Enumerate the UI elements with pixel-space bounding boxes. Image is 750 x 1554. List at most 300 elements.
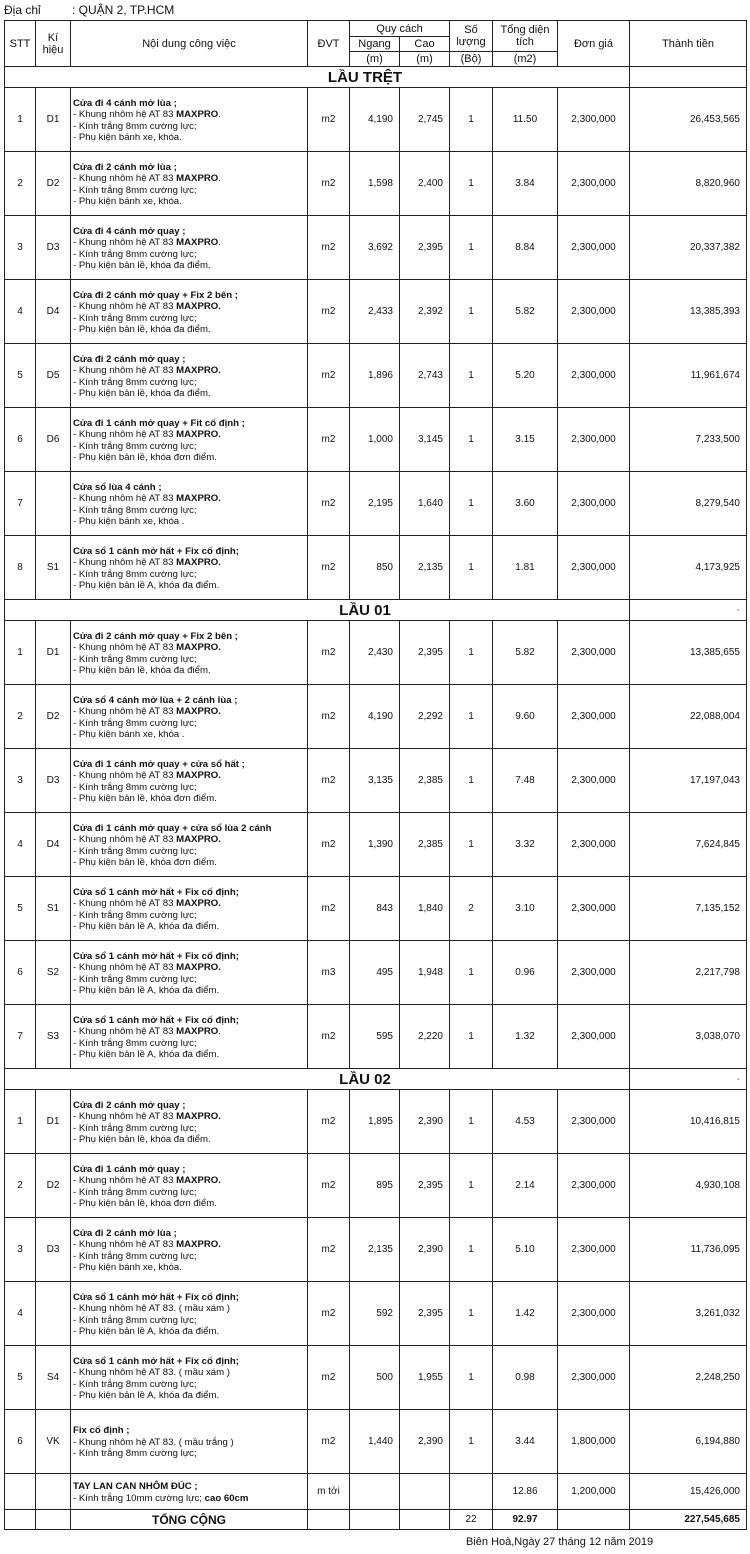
row-line-hardware: - Phụ kiện bản lề, khóa đa điểm. (73, 324, 211, 335)
table-row (5, 1218, 747, 1282)
row-cao: 2,743 (400, 344, 450, 408)
row-dvt: m2 (308, 1282, 350, 1346)
section-row (5, 1069, 747, 1090)
row-stt: 3 (5, 1218, 36, 1282)
description-line (73, 1356, 305, 1368)
row-cao: 2,395 (400, 1282, 450, 1346)
row-description (71, 1474, 308, 1510)
row-title: Cửa đi 2 cánh mở lùa ; (73, 1227, 177, 1239)
row-dvt: m2 (308, 1090, 350, 1154)
total-empty (350, 1510, 400, 1530)
row-title: Cửa sổ 1 cánh mở hất + Fix cố định; (73, 1014, 239, 1026)
row-don-gia: 2,300,000 (558, 216, 630, 280)
row-cao: 2,385 (400, 749, 450, 813)
section-row (5, 67, 747, 88)
row-so-luong: 2 (450, 877, 493, 941)
description-line (73, 1015, 305, 1027)
description-line (73, 1038, 305, 1050)
description-line (73, 921, 305, 933)
row-description (71, 621, 308, 685)
row-line-glass: - Kính trắng 8mm cường lực; (73, 1037, 197, 1049)
row-title: Cửa sổ 1 cánh mở hất + Fix cố định; (73, 886, 239, 898)
table-row (5, 1346, 747, 1410)
row-line-frame-brand: MAXPRO. (176, 301, 221, 312)
description-line (73, 546, 305, 558)
row-dien-tich: 5.20 (493, 344, 558, 408)
header-unit-dien-tich: (m2) (493, 52, 558, 67)
row-cao: 1,955 (400, 1346, 450, 1410)
description-line (73, 857, 305, 869)
header-quy-cach: Quy cách (350, 21, 450, 37)
description-line (73, 482, 305, 494)
row-stt: 2 (5, 152, 36, 216)
row-line-glass: - Kính trắng 8mm cường lực; (73, 120, 197, 132)
row-line-frame-brand: MAXPRO. (176, 429, 221, 440)
row-description (71, 1346, 308, 1410)
row-description (71, 749, 308, 813)
table-row (5, 216, 747, 280)
row-line-frame-end: . (218, 237, 221, 248)
row-stt: 3 (5, 749, 36, 813)
row-line-frame: - Khung nhôm hệ AT 83 (73, 237, 177, 248)
row-line-frame-brand: MAXPRO. (176, 1175, 221, 1186)
address-line (0, 0, 750, 20)
description-line (73, 1493, 305, 1505)
total-dien-tich: 92.97 (493, 1510, 558, 1530)
description-line (73, 1111, 305, 1123)
row-cao: 3,145 (400, 408, 450, 472)
description-line (73, 1251, 305, 1263)
row-thanh-tien: 2,248,250 (630, 1346, 747, 1410)
row-thanh-tien: 6,194,880 (630, 1410, 747, 1474)
row-don-gia: 2,300,000 (558, 344, 630, 408)
row-line-glass: - Kính trắng 8mm cường lực; (73, 717, 197, 729)
description-line (73, 109, 305, 121)
row-line-hardware: - Phụ kiện bản lề, khóa đơn điểm. (73, 452, 217, 463)
description-line (73, 1100, 305, 1112)
row-dien-tich: 5.10 (493, 1218, 558, 1282)
row-line-frame-brand: MAXPRO. (176, 493, 221, 504)
header-unit-ngang: (m) (350, 52, 400, 67)
row-description (71, 877, 308, 941)
row-title: Cửa đi 2 cánh mở quay + Fix 2 bên ; (73, 630, 238, 642)
row-don-gia: 2,300,000 (558, 536, 630, 600)
address-value: : QUẬN 2, TP.HCM (72, 3, 175, 17)
row-cao: 1,640 (400, 472, 450, 536)
row-don-gia: 2,300,000 (558, 88, 630, 152)
table-row (5, 941, 747, 1005)
description-line (73, 1448, 305, 1460)
description-line (73, 226, 305, 238)
row-line-glass: - Kính trắng 8mm cường lực; (73, 1448, 197, 1460)
row-line-frame: - Khung nhôm hệ AT 83. ( mầu xám ) (73, 1367, 230, 1378)
row-so-luong: 1 (450, 88, 493, 152)
header-don-gia: Đơn giá (558, 21, 630, 67)
row-dvt: m2 (308, 621, 350, 685)
description-line (73, 1123, 305, 1135)
description-line (73, 1326, 305, 1338)
row-description (71, 941, 308, 1005)
row-don-gia: 2,300,000 (558, 152, 630, 216)
row-dvt: m2 (308, 216, 350, 280)
row-cao (400, 1474, 450, 1510)
row-so-luong: 1 (450, 1282, 493, 1346)
row-line-frame: - Khung nhôm hệ AT 83 (73, 706, 177, 717)
row-dien-tich: 1.81 (493, 536, 558, 600)
table-row (5, 472, 747, 536)
address-label: Địa chỉ (4, 3, 41, 17)
row-line-hardware: - Phụ kiện bản lề A, khóa đa điểm. (73, 1390, 220, 1401)
row-dvt: m2 (308, 472, 350, 536)
row-title: Cửa sổ 1 cánh mở hất + Fix cố định; (73, 1291, 239, 1303)
row-ki-hieu: VK (36, 1410, 71, 1474)
row-stt: 6 (5, 408, 36, 472)
description-line (73, 290, 305, 302)
row-cao: 1,948 (400, 941, 450, 1005)
row-line-frame-brand: MAXPRO. (176, 557, 221, 568)
row-line-hardware: - Phụ kiện bánh xe, khóa. (73, 196, 182, 207)
description-line (73, 418, 305, 430)
description-line (73, 718, 305, 730)
row-dien-tich: 11.50 (493, 88, 558, 152)
row-dien-tich: 7.48 (493, 749, 558, 813)
row-line-frame: - Khung nhôm hệ AT 83. ( mầu trắng ) (73, 1436, 234, 1448)
row-stt: 4 (5, 1282, 36, 1346)
row-ki-hieu: S1 (36, 877, 71, 941)
row-don-gia: 2,300,000 (558, 1090, 630, 1154)
row-line-glass: - Kính trắng 8mm cường lực; (73, 1186, 197, 1198)
row-thanh-tien: 13,385,655 (630, 621, 747, 685)
row-thanh-tien: 7,624,845 (630, 813, 747, 877)
row-line-frame: - Khung nhôm hệ AT 83 (73, 642, 177, 653)
row-line-hardware: - Phụ kiện bản lề, khóa đơn điểm. (73, 793, 217, 804)
row-stt (5, 1474, 36, 1510)
row-stt: 1 (5, 621, 36, 685)
railing-glass-line: - Kính trắng 10mm cường lực; (73, 1492, 205, 1504)
row-don-gia: 2,300,000 (558, 1218, 630, 1282)
row-ngang: 592 (350, 1282, 400, 1346)
row-ki-hieu: D5 (36, 344, 71, 408)
row-line-frame-brand: MAXPRO. (176, 834, 221, 845)
row-line-glass: - Kính trắng 8mm cường lực; (73, 184, 197, 196)
row-ki-hieu: D2 (36, 685, 71, 749)
description-line (73, 173, 305, 185)
row-description (71, 216, 308, 280)
row-dvt: m2 (308, 685, 350, 749)
description-line (73, 557, 305, 569)
description-line (73, 569, 305, 581)
description-line (73, 1228, 305, 1240)
description-line (73, 1367, 305, 1379)
row-ki-hieu: D3 (36, 1218, 71, 1282)
row-cao: 2,395 (400, 1154, 450, 1218)
description-line (73, 985, 305, 997)
row-stt: 6 (5, 1410, 36, 1474)
row-line-hardware: - Phụ kiện bánh xe, khóa. (73, 132, 182, 143)
row-line-frame-end: . (218, 109, 221, 120)
row-title: Cửa đi 2 cánh mở quay + Fix 2 bên ; (73, 289, 238, 301)
row-description (71, 1282, 308, 1346)
row-ngang: 1,896 (350, 344, 400, 408)
row-so-luong: 1 (450, 749, 493, 813)
row-ngang: 3,692 (350, 216, 400, 280)
description-line (73, 887, 305, 899)
row-cao: 2,390 (400, 1410, 450, 1474)
row-line-frame: - Khung nhôm hệ AT 83 (73, 1175, 177, 1186)
row-dvt: m2 (308, 813, 350, 877)
row-line-hardware: - Phụ kiện bản lề, khóa đơn điểm. (73, 1198, 217, 1209)
header-unit-cao: (m) (400, 52, 450, 67)
description-line (73, 1390, 305, 1402)
row-line-glass: - Kính trắng 8mm cường lực; (73, 845, 197, 857)
table-row (5, 536, 747, 600)
row-description (71, 1218, 308, 1282)
row-thanh-tien: 7,135,152 (630, 877, 747, 941)
row-thanh-tien: 8,820,960 (630, 152, 747, 216)
description-line (73, 1379, 305, 1391)
row-line-frame-brand: MAXPRO. (176, 962, 221, 973)
row-description (71, 536, 308, 600)
row-title: Cửa đi 2 cánh mở quay ; (73, 353, 186, 365)
row-dien-tich: 8.84 (493, 216, 558, 280)
row-don-gia: 1,800,000 (558, 1410, 630, 1474)
row-line-frame: - Khung nhôm hệ AT 83 (73, 1026, 177, 1037)
description-line (73, 121, 305, 133)
description-line (73, 898, 305, 910)
row-thanh-tien: 3,038,070 (630, 1005, 747, 1069)
total-empty (400, 1510, 450, 1530)
row-title: Cửa đi 2 cánh mở quay ; (73, 1099, 186, 1111)
row-ngang: 2,430 (350, 621, 400, 685)
row-cao: 2,392 (400, 280, 450, 344)
row-line-glass: - Kính trắng 8mm cường lực; (73, 440, 197, 452)
header-row (5, 21, 747, 37)
total-empty (5, 1510, 36, 1530)
row-ki-hieu: D4 (36, 813, 71, 877)
row-ngang: 850 (350, 536, 400, 600)
row-don-gia: 2,300,000 (558, 685, 630, 749)
row-line-frame: - Khung nhôm hệ AT 83 (73, 1239, 177, 1250)
row-ngang: 595 (350, 1005, 400, 1069)
row-dvt: m2 (308, 88, 350, 152)
row-description (71, 472, 308, 536)
section-subtotal: - (630, 600, 747, 621)
description-line (73, 249, 305, 261)
description-line (73, 793, 305, 805)
row-ki-hieu: D3 (36, 749, 71, 813)
row-ngang: 4,190 (350, 685, 400, 749)
row-description (71, 1090, 308, 1154)
row-so-luong: 1 (450, 344, 493, 408)
description-line (73, 237, 305, 249)
row-ki-hieu: D3 (36, 216, 71, 280)
row-so-luong: 1 (450, 1218, 493, 1282)
row-line-glass: - Kính trắng 8mm cường lực; (73, 504, 197, 516)
header-cao: Cao (400, 37, 450, 52)
row-so-luong: 1 (450, 472, 493, 536)
row-line-frame: - Khung nhôm hệ AT 83 (73, 301, 177, 312)
row-ngang: 1,895 (350, 1090, 400, 1154)
description-line (73, 654, 305, 666)
description-line (73, 1198, 305, 1210)
row-cao: 2,745 (400, 88, 450, 152)
row-ki-hieu: S2 (36, 941, 71, 1005)
row-stt: 1 (5, 88, 36, 152)
row-so-luong: 1 (450, 1090, 493, 1154)
row-so-luong: 1 (450, 536, 493, 600)
row-ki-hieu: D2 (36, 1154, 71, 1218)
description-line (73, 1292, 305, 1304)
total-empty (308, 1510, 350, 1530)
row-description (71, 88, 308, 152)
row-title: Cửa sổ lùa 4 cánh ; (73, 481, 162, 493)
description-line (73, 631, 305, 643)
row-ki-hieu: D2 (36, 152, 71, 216)
row-line-glass: - Kính trắng 8mm cường lực; (73, 653, 197, 665)
row-so-luong: 1 (450, 280, 493, 344)
row-line-hardware: - Phụ kiện bánh xe, khóa . (73, 516, 185, 527)
table-row (5, 1410, 747, 1474)
row-line-frame-brand: MAXPRO (176, 1026, 219, 1037)
row-don-gia: 2,300,000 (558, 408, 630, 472)
row-title: Cửa đi 4 cánh mở lùa ; (73, 97, 177, 109)
row-dvt: m2 (308, 1005, 350, 1069)
row-line-frame-brand: MAXPRO. (176, 770, 221, 781)
table-row (5, 877, 747, 941)
description-line (73, 493, 305, 505)
row-ngang: 1,390 (350, 813, 400, 877)
row-line-glass: - Kính trắng 8mm cường lực; (73, 248, 197, 260)
row-so-luong: 1 (450, 813, 493, 877)
table-row (5, 1282, 747, 1346)
row-dien-tich: 12.86 (493, 1474, 558, 1510)
row-don-gia: 2,300,000 (558, 1346, 630, 1410)
description-line (73, 729, 305, 741)
row-thanh-tien: 3,261,032 (630, 1282, 747, 1346)
header-so-luong: Số lượng (450, 21, 493, 52)
row-dien-tich: 3.10 (493, 877, 558, 941)
description-line (73, 695, 305, 707)
row-line-frame-brand: MAXPRO. (176, 1239, 221, 1250)
table-row (5, 1005, 747, 1069)
footer-date: Biên Hoà,Ngày 27 tháng 12 năm 2019 (466, 1536, 654, 1548)
row-don-gia: 2,300,000 (558, 941, 630, 1005)
description-line (73, 1481, 305, 1493)
header-unit-so-luong: (Bộ) (450, 52, 493, 67)
row-line-glass: - Kính trắng 8mm cường lực; (73, 376, 197, 388)
row-so-luong: 1 (450, 1410, 493, 1474)
header-ngang: Ngang (350, 37, 400, 52)
total-empty (36, 1510, 71, 1530)
description-line (73, 429, 305, 441)
row-line-frame: - Khung nhôm hệ AT 83 (73, 429, 177, 440)
row-ngang: 2,135 (350, 1218, 400, 1282)
row-dvt: m tới (308, 1474, 350, 1510)
row-cao: 2,220 (400, 1005, 450, 1069)
description-line (73, 452, 305, 464)
row-thanh-tien: 7,233,500 (630, 408, 747, 472)
row-description (71, 408, 308, 472)
row-title: Cửa đi 1 cánh mở quay + cửa sổ lùa 2 cánh (73, 822, 272, 834)
row-stt: 4 (5, 813, 36, 877)
row-stt: 8 (5, 536, 36, 600)
description-line (73, 324, 305, 336)
row-dvt: m3 (308, 941, 350, 1005)
total-so-luong: 22 (450, 1510, 493, 1530)
row-don-gia: 2,300,000 (558, 280, 630, 344)
table-row (5, 1090, 747, 1154)
row-dien-tich: 4.53 (493, 1090, 558, 1154)
description-line (73, 1026, 305, 1038)
row-don-gia: 1,200,000 (558, 1474, 630, 1510)
row-don-gia: 2,300,000 (558, 749, 630, 813)
row-line-frame: - Khung nhôm hệ AT 83 (73, 557, 177, 568)
table-row (5, 408, 747, 472)
row-thanh-tien: 8,279,540 (630, 472, 747, 536)
row-dvt: m2 (308, 1410, 350, 1474)
table-row (5, 621, 747, 685)
row-thanh-tien: 10,416,815 (630, 1090, 747, 1154)
row-dvt: m2 (308, 152, 350, 216)
description-line (73, 196, 305, 208)
row-cao: 2,292 (400, 685, 450, 749)
row-thanh-tien: 4,930,108 (630, 1154, 747, 1218)
row-so-luong (450, 1474, 493, 1510)
row-line-hardware: - Phụ kiện bản lề, khóa đa điểm. (73, 1134, 211, 1145)
description-line (73, 770, 305, 782)
row-dvt: m2 (308, 1346, 350, 1410)
row-dvt: m2 (308, 536, 350, 600)
row-description (71, 344, 308, 408)
row-dien-tich: 3.32 (493, 813, 558, 877)
row-dien-tich: 2.14 (493, 1154, 558, 1218)
row-title: Cửa sổ 1 cánh mở hất + Fix cố định; (73, 950, 239, 962)
section-title: LẦU 01 (5, 600, 630, 621)
row-thanh-tien: 4,173,925 (630, 536, 747, 600)
row-line-frame: - Khung nhôm hệ AT 83 (73, 898, 177, 909)
row-dien-tich: 0.98 (493, 1346, 558, 1410)
description-line (73, 1239, 305, 1251)
row-ngang: 2,195 (350, 472, 400, 536)
section-subtotal (630, 67, 747, 88)
row-stt: 7 (5, 1005, 36, 1069)
row-line-hardware: - Phụ kiện bản lề A, khóa đa điểm. (73, 580, 220, 591)
row-line-glass: - Kính trắng 8mm cường lực; (73, 568, 197, 580)
table-row (5, 152, 747, 216)
row-title: Cửa đi 1 cánh mở quay + cửa sổ hất ; (73, 758, 245, 770)
row-dien-tich: 5.82 (493, 280, 558, 344)
row-stt: 7 (5, 472, 36, 536)
row-thanh-tien: 17,197,043 (630, 749, 747, 813)
description-line (73, 974, 305, 986)
table-row (5, 344, 747, 408)
row-don-gia: 2,300,000 (558, 621, 630, 685)
row-line-frame: - Khung nhôm hệ AT 83 (73, 109, 177, 120)
row-dien-tich: 5.82 (493, 621, 558, 685)
row-line-hardware: - Phụ kiện bánh xe, khóa. (73, 1262, 182, 1273)
total-thanh-tien: 227,545,685 (630, 1510, 747, 1530)
row-line-hardware: - Phụ kiện bản lề A, khóa đa điểm. (73, 985, 220, 996)
description-line (73, 823, 305, 835)
total-empty (558, 1510, 630, 1530)
row-ki-hieu: D1 (36, 1090, 71, 1154)
row-don-gia: 2,300,000 (558, 1282, 630, 1346)
row-don-gia: 2,300,000 (558, 1154, 630, 1218)
row-thanh-tien: 11,736,095 (630, 1218, 747, 1282)
row-so-luong: 1 (450, 1346, 493, 1410)
description-line (73, 505, 305, 517)
section-title: LẦU 02 (5, 1069, 630, 1090)
